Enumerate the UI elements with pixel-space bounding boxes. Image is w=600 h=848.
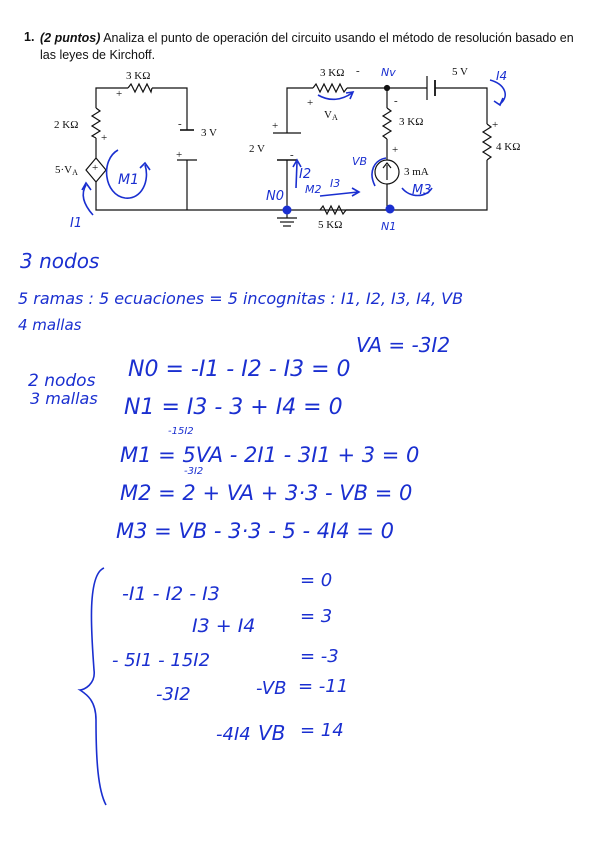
voltage-vb-label: VB: [352, 155, 368, 168]
hw-branches-equations: 5 ramas : 5 ecuaciones = 5 incognitas : I1, I2, I3, I4, VB: [18, 289, 464, 308]
hw-sys4-right: = -11: [298, 676, 349, 697]
hw-sys4-left: -3I2: [156, 684, 191, 705]
label-r-left-top: 3 KΩ: [126, 70, 151, 82]
hw-three-meshes: 3 mallas: [30, 389, 98, 408]
hw-sys4-mid: -VB: [256, 678, 287, 699]
circuit-diagram: [86, 76, 491, 226]
mesh-m2-label: M2: [305, 183, 322, 196]
label-batt-right: 5 V: [452, 66, 468, 78]
label-r-bottom: 5 KΩ: [318, 219, 343, 231]
label-va: VA: [324, 109, 338, 122]
hw-meshes-count: 4 mallas: [18, 316, 82, 334]
plus-sign: +: [101, 132, 108, 144]
minus-sign: -: [290, 149, 294, 161]
label-r-mid-vert: 3 KΩ: [399, 116, 424, 128]
hw-sys5-right: = 14: [300, 720, 344, 741]
label-batt-left: 3 V: [201, 127, 217, 139]
resistor-mid-vert: [383, 108, 391, 139]
plus-sign: +: [392, 144, 399, 156]
mesh-m1-label: M1: [118, 172, 139, 188]
label-r-left-side: 2 KΩ: [54, 119, 79, 131]
hw-sys2-left: I3 + I4: [192, 615, 256, 637]
question-points: (2 puntos): [40, 31, 101, 45]
plus-sign: +: [116, 88, 123, 100]
plus-sign: +: [272, 120, 279, 132]
hw-sys3-left: - 5I1 - 15I2: [112, 650, 211, 671]
node-n0-label: N0: [266, 189, 284, 204]
hw-eq-m3: M3 = VB - 3·3 - 5 - 4I4 = 0: [116, 519, 394, 543]
resistor-left-top: [128, 84, 152, 92]
current-i4-label: I4: [496, 69, 508, 83]
current-i3-label: I3: [330, 177, 341, 190]
hw-sys5-mid: VB: [258, 721, 286, 745]
plus-sign: +: [92, 162, 99, 174]
hw-eq-n0: N0 = -I1 - I2 - I3 = 0: [128, 357, 351, 382]
node-n1-label: N1: [381, 220, 397, 233]
va-arrow: [318, 93, 352, 99]
handwritten-solution: [18, 249, 463, 805]
label-r-mid-top: 3 KΩ: [320, 67, 345, 79]
hw-sub-15i2: -15I2: [168, 426, 194, 437]
hw-two-nodes: 2 nodos: [28, 371, 96, 391]
node-nv-label: Nv: [381, 66, 396, 79]
mesh-m3-label: M3: [412, 183, 432, 198]
hw-sys5-left: -4I4: [216, 724, 251, 745]
current-i2-label: I2: [299, 167, 312, 182]
system-brace: [80, 568, 106, 805]
current-i2-arrow: [296, 162, 297, 188]
hw-eq-n1: N1 = I3 - 3 + I4 = 0: [124, 395, 343, 420]
current-i1-label: I1: [70, 216, 83, 231]
hw-sub-3i2: -3I2: [184, 466, 204, 477]
question-statement: Analiza el punto de operación del circuito usando el método de resolución basado en las leyes de Kirchoff.: [40, 31, 574, 62]
hw-eq-m1: M1 = 5VA - 2I1 - 3I1 + 3 = 0: [120, 443, 420, 467]
hw-sys3-right: = -3: [300, 646, 339, 667]
plus-sign: +: [176, 149, 183, 161]
label-src-left: 5·VA: [55, 164, 78, 177]
label-batt-mid: 2 V: [249, 143, 265, 155]
plus-sign: +: [307, 97, 314, 109]
minus-sign: -: [356, 65, 360, 77]
current-i4-arrow: [490, 80, 505, 104]
resistor-left-side: [92, 108, 100, 138]
hw-va-equation: VA = -3I2: [356, 333, 451, 357]
hw-sys1-right: = 0: [300, 570, 333, 591]
resistor-right: [483, 124, 491, 160]
hw-eq-m2: M2 = 2 + VA + 3·3 - VB = 0: [120, 481, 413, 505]
minus-sign: -: [394, 95, 398, 107]
hw-sys1-left: -I1 - I2 - I3: [122, 583, 220, 605]
resistor-mid-top: [313, 84, 347, 92]
hw-sys2-right: = 3: [300, 606, 333, 627]
plus-sign: +: [492, 119, 499, 131]
hw-nodes-count: 3 nodos: [20, 249, 100, 273]
label-csrc: 3 mA: [404, 166, 429, 178]
minus-sign: -: [178, 118, 182, 130]
question-number: 1.: [24, 30, 35, 44]
label-r-right: 4 KΩ: [496, 141, 521, 153]
